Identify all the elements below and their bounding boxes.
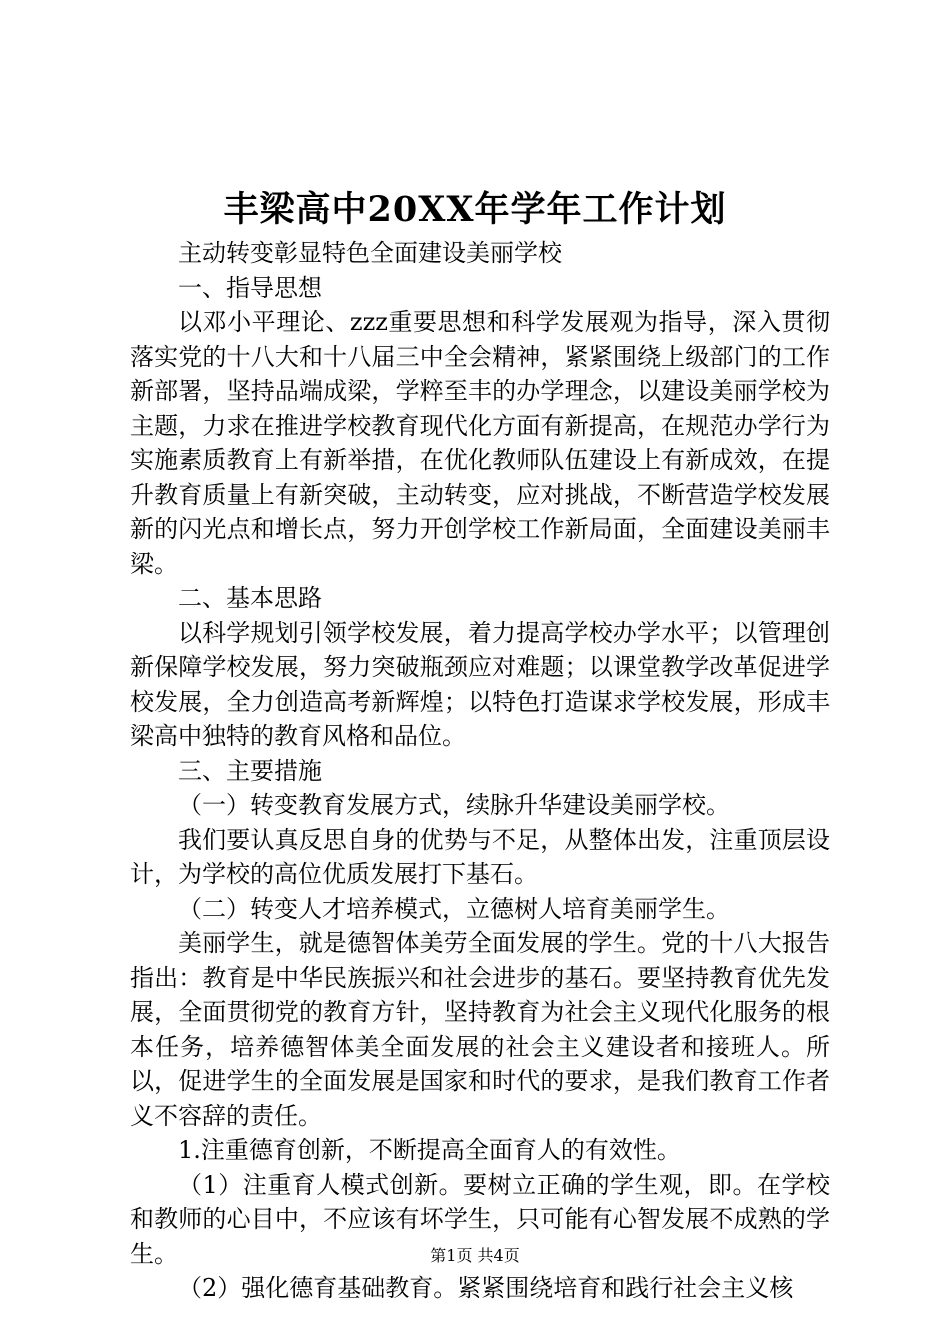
document-body xyxy=(130,236,830,1306)
paragraph-subsection-2: 美丽学生，就是德智体美劳全面发展的学生。党的十八大报告指出：教育是中华民族振兴和社会进步的基石。要坚持教育优先发展，全面贯彻党的教育方针，坚持教育为社会主义现代化服务的根本任务，培养德智体美全面发展的社会主义建设者和接班人。所以，促进学生的全面发展是国家和时代的要求，是我们教育工作者义不容辞的责任。 xyxy=(130,929,830,1130)
section-heading-main-measures: 三、主要措施 xyxy=(178,756,322,785)
item-heading-1: 1.注重德育创新，不断提高全面育人的有效性。 xyxy=(178,1136,681,1164)
paragraph-basic-approach: 以科学规划引领学校发展，着力提高学校办学水平；以管理创新保障学校发展，努力突破瓶颈应对难题；以课堂教学改革促进学校发展，全力创造高考新辉煌；以特色打造谋求学校发展，形成丰梁高中独特的教育风格和品位。 xyxy=(130,618,830,750)
paragraph-item-1-1: （1）注重育人模式创新。要树立正确的学生观，即。在学校和教师的心目中，不应该有坏学生，只可能有心智发展不成熟的学生。 xyxy=(130,1170,830,1268)
paragraph-subsection-1: 我们要认真反思自身的优势与不足，从整体出发，注重顶层设计，为学校的高位优质发展打下基石。 xyxy=(130,825,830,888)
page-footer: 第1页 共4页 xyxy=(430,1246,520,1265)
subsection-heading-2: （二）转变人才培养模式，立德树人培育美丽学生。 xyxy=(178,894,730,923)
paragraph-item-1-2: （2）强化德育基础教育。紧紧围绕培育和践行社会主义核 xyxy=(178,1274,794,1302)
document-title: 丰梁高中20XX年学年工作计划 xyxy=(223,189,727,230)
section-heading-guiding-ideology: 一、指导思想 xyxy=(178,273,322,302)
subtitle-paragraph: 主动转变彰显特色全面建设美丽学校 xyxy=(178,239,562,267)
paragraph-guiding-ideology: 以邓小平理论、zzz重要思想和科学发展观为指导，深入贯彻落实党的十八大和十八届三中全会精神，紧紧围绕上级部门的工作新部署，坚持品端成梁，学粹至丰的办学理念，以建设美丽学校为主题，力求在推进学校教育现代化方面有新提高，在规范办学行为实施素质教育上有新举措，在优化教师队伍建设上有新成效，在提升教育质量上有新突破，主动转变，应对挑战，不断营造学校发展新的闪光点和增长点，努力开创学校工作新局面，全面建设美丽丰梁。 xyxy=(130,308,830,578)
section-heading-basic-approach: 二、基本思路 xyxy=(178,584,322,612)
subsection-heading-1: （一）转变教育发展方式，续脉升华建设美丽学校。 xyxy=(178,791,730,819)
